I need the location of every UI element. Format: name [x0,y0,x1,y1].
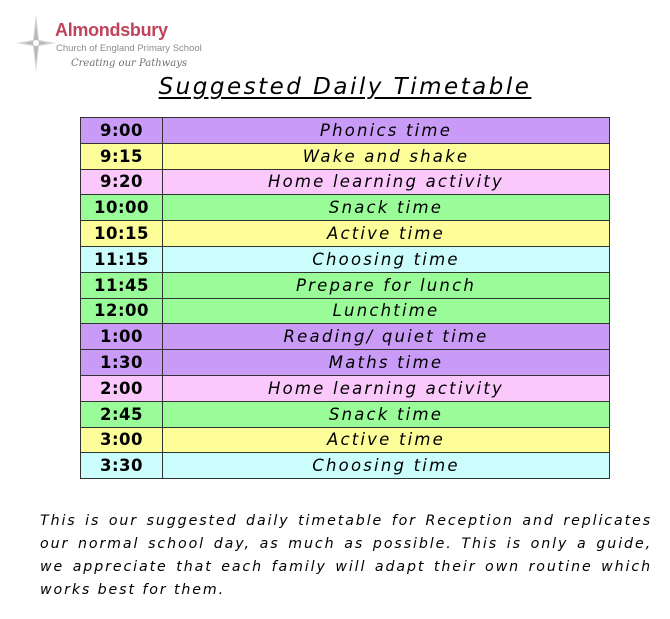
time-cell: 11:15 [81,246,163,272]
timetable-row [81,143,610,169]
timetable-row [81,298,610,324]
timetable-row [81,221,610,247]
timetable-row [81,246,610,272]
time-cell: 2:00 [81,375,163,401]
activity-cell: Snack time [163,195,610,221]
activity-cell: Maths time [163,350,610,376]
activity-cell: Active time [163,427,610,453]
time-cell: 2:45 [81,401,163,427]
logo-subtitle: Church of England Primary School [56,43,202,54]
timetable-row [81,350,610,376]
logo-name: Almondsbury [55,20,168,40]
time-cell: 10:00 [81,195,163,221]
timetable-row [81,272,610,298]
time-cell: 9:15 [81,143,163,169]
activity-cell: Choosing time [163,453,610,479]
activity-cell: Lunchtime [163,298,610,324]
activity-cell: Prepare for lunch [163,272,610,298]
time-cell: 3:30 [81,453,163,479]
time-cell: 9:20 [81,169,163,195]
timetable-row [81,427,610,453]
time-cell: 1:30 [81,350,163,376]
timetable-row [81,195,610,221]
time-cell: 12:00 [81,298,163,324]
activity-cell: Reading/ quiet time [163,324,610,350]
time-cell: 11:45 [81,272,163,298]
timetable-row [81,375,610,401]
timetable [80,117,610,479]
activity-cell: Wake and shake [163,143,610,169]
timetable-row [81,169,610,195]
timetable-row [81,324,610,350]
timetable-row [81,401,610,427]
logo-tagline: Creating our Pathways [71,58,187,69]
activity-cell: Home learning activity [163,169,610,195]
timetable-row [81,118,610,144]
time-cell: 1:00 [81,324,163,350]
compass-star-icon [16,14,56,72]
activity-cell: Phonics time [163,118,610,144]
time-cell: 10:15 [81,221,163,247]
page-title: Suggested Daily Timetable [158,74,532,100]
timetable-note: This is our suggested daily timetable for Reception and replicates our normal school day, as much as possible. This is only a guide, we appreciate that each family will adapt their own routine which works best for them. [40,513,652,598]
activity-cell: Snack time [163,401,610,427]
time-cell: 3:00 [81,427,163,453]
time-cell: 9:00 [81,118,163,144]
activity-cell: Choosing time [163,246,610,272]
timetable-row [81,453,610,479]
activity-cell: Home learning activity [163,375,610,401]
activity-cell: Active time [163,221,610,247]
school-logo [16,8,202,78]
